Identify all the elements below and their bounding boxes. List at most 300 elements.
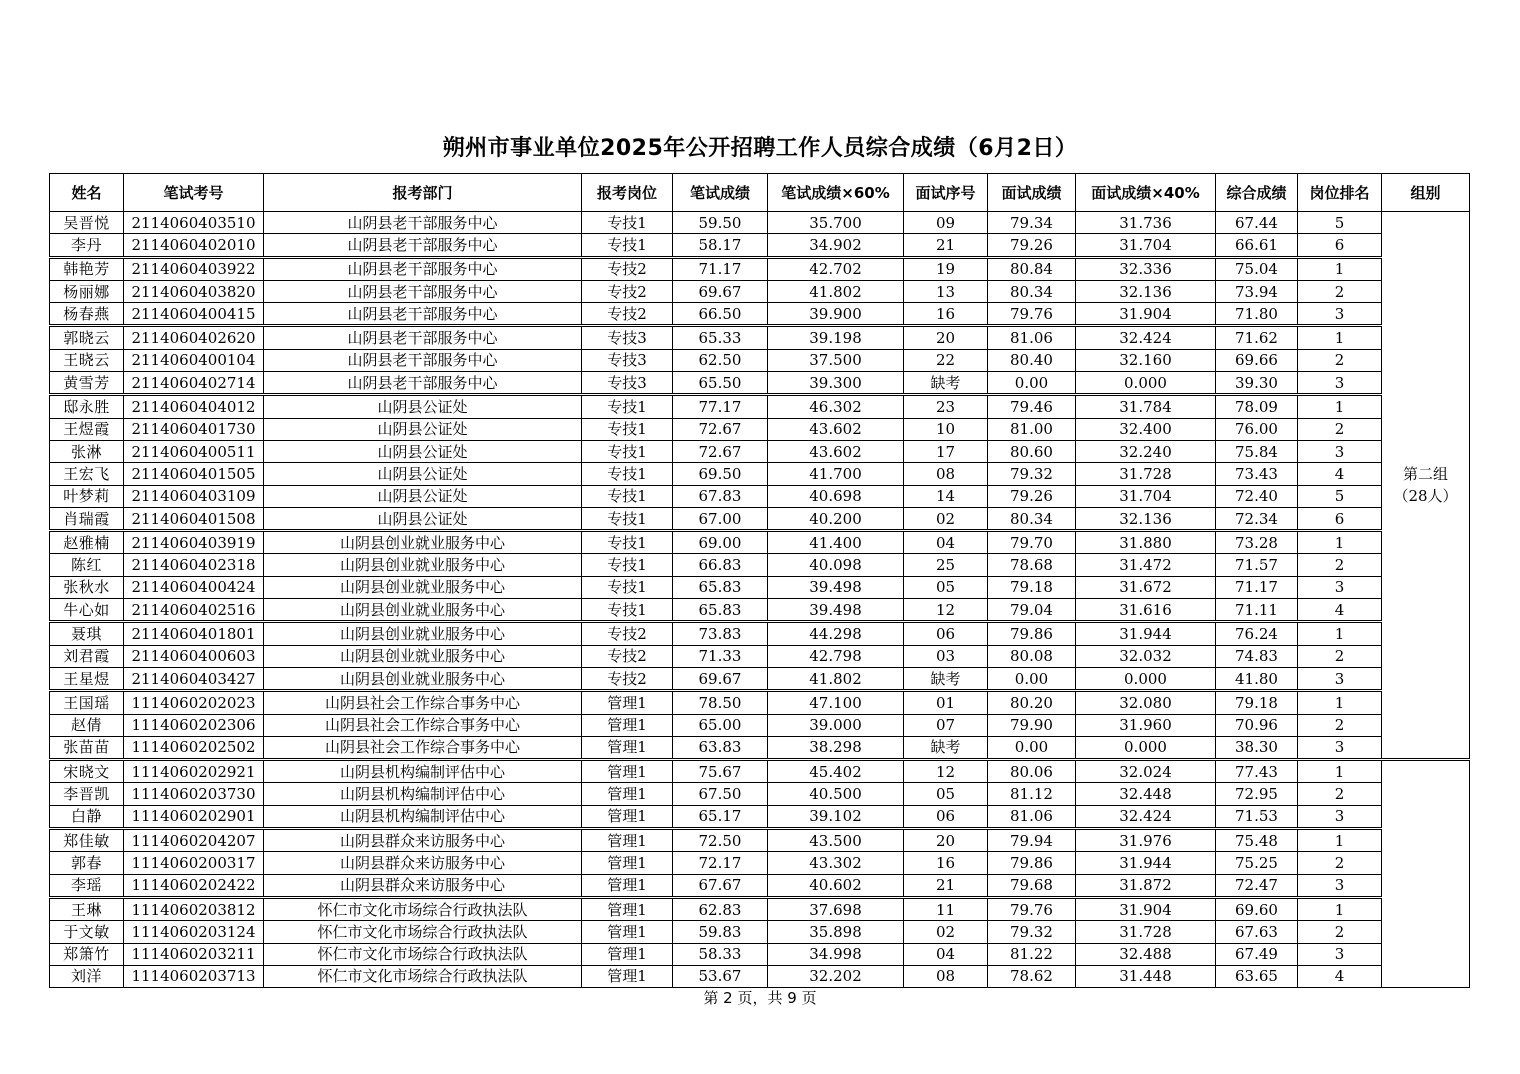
cell-rank: 5 xyxy=(1298,212,1382,234)
cell-rank: 3 xyxy=(1298,874,1382,897)
cell-department: 山阴县创业就业服务中心 xyxy=(264,554,582,576)
cell-total-score: 71.80 xyxy=(1216,303,1298,326)
cell-written-60: 39.000 xyxy=(768,714,904,736)
cell-position: 专技2 xyxy=(582,645,673,667)
cell-interview-40: 31.448 xyxy=(1076,965,1216,987)
cell-name: 李晋凯 xyxy=(50,783,124,805)
cell-position: 专技2 xyxy=(582,667,673,690)
cell-name: 韩艳芳 xyxy=(50,257,124,280)
cell-interview-score: 0.00 xyxy=(988,736,1076,759)
cell-department: 山阴县创业就业服务中心 xyxy=(264,667,582,690)
cell-exam-id: 2114060401801 xyxy=(124,622,264,645)
cell-exam-id: 2114060403922 xyxy=(124,257,264,280)
cell-written-score: 65.17 xyxy=(673,805,768,828)
cell-total-score: 76.24 xyxy=(1216,622,1298,645)
table-row xyxy=(50,943,1470,965)
cell-interview-no: 12 xyxy=(904,599,988,622)
cell-name: 叶梦莉 xyxy=(50,485,124,507)
cell-written-score: 73.83 xyxy=(673,622,768,645)
cell-written-score: 69.67 xyxy=(673,667,768,690)
cell-interview-score: 81.00 xyxy=(988,418,1076,440)
cell-rank: 1 xyxy=(1298,829,1382,852)
cell-exam-id: 1114060202023 xyxy=(124,691,264,714)
cell-written-score: 65.50 xyxy=(673,372,768,395)
cell-written-score: 72.17 xyxy=(673,852,768,874)
group-label-name: 第二组 xyxy=(1402,465,1448,484)
cell-department: 山阴县公证处 xyxy=(264,418,582,440)
cell-written-60: 32.202 xyxy=(768,965,904,987)
table-row xyxy=(50,418,1470,440)
cell-exam-id: 1114060203730 xyxy=(124,783,264,805)
results-body xyxy=(50,212,1470,988)
cell-name: 吴晋悦 xyxy=(50,212,124,234)
cell-interview-no: 09 xyxy=(904,212,988,234)
cell-interview-40: 32.240 xyxy=(1076,440,1216,462)
cell-total-score: 75.04 xyxy=(1216,257,1298,280)
cell-total-score: 39.30 xyxy=(1216,372,1298,395)
cell-interview-40: 31.704 xyxy=(1076,234,1216,257)
cell-name: 宋晓文 xyxy=(50,760,124,783)
cell-interview-40: 32.488 xyxy=(1076,943,1216,965)
cell-name: 王国瑶 xyxy=(50,691,124,714)
cell-rank: 3 xyxy=(1298,440,1382,462)
table-row xyxy=(50,485,1470,507)
cell-name: 肖瑞霞 xyxy=(50,507,124,530)
cell-interview-40: 31.904 xyxy=(1076,897,1216,920)
cell-interview-40: 32.136 xyxy=(1076,507,1216,530)
cell-department: 山阴县机构编制评估中心 xyxy=(264,805,582,828)
cell-interview-no: 06 xyxy=(904,805,988,828)
table-row xyxy=(50,212,1470,234)
cell-interview-score: 80.08 xyxy=(988,645,1076,667)
cell-department: 山阴县社会工作综合事务中心 xyxy=(264,714,582,736)
table-row xyxy=(50,921,1470,943)
cell-written-60: 40.602 xyxy=(768,874,904,897)
cell-rank: 1 xyxy=(1298,760,1382,783)
cell-written-60: 41.802 xyxy=(768,667,904,690)
cell-rank: 1 xyxy=(1298,531,1382,554)
cell-position: 管理1 xyxy=(582,736,673,759)
cell-name: 刘洋 xyxy=(50,965,124,987)
cell-interview-score: 81.06 xyxy=(988,805,1076,828)
cell-interview-40: 32.032 xyxy=(1076,645,1216,667)
cell-written-60: 34.902 xyxy=(768,234,904,257)
cell-interview-score: 81.22 xyxy=(988,943,1076,965)
table-row xyxy=(50,440,1470,462)
table-row xyxy=(50,897,1470,920)
cell-exam-id: 1114060202901 xyxy=(124,805,264,828)
cell-total-score: 41.80 xyxy=(1216,667,1298,690)
cell-interview-40: 32.424 xyxy=(1076,805,1216,828)
cell-total-score: 77.43 xyxy=(1216,760,1298,783)
cell-name: 王星煜 xyxy=(50,667,124,690)
cell-interview-no: 05 xyxy=(904,576,988,598)
cell-interview-40: 31.704 xyxy=(1076,485,1216,507)
cell-written-60: 40.698 xyxy=(768,485,904,507)
cell-written-60: 39.498 xyxy=(768,599,904,622)
cell-interview-score: 78.68 xyxy=(988,554,1076,576)
cell-department: 山阴县老干部服务中心 xyxy=(264,303,582,326)
cell-written-60: 35.700 xyxy=(768,212,904,234)
cell-interview-no: 25 xyxy=(904,554,988,576)
cell-department: 山阴县公证处 xyxy=(264,463,582,485)
cell-department: 山阴县公证处 xyxy=(264,440,582,462)
cell-interview-40: 32.448 xyxy=(1076,783,1216,805)
cell-position: 管理1 xyxy=(582,783,673,805)
cell-interview-40: 31.880 xyxy=(1076,531,1216,554)
cell-department: 山阴县社会工作综合事务中心 xyxy=(264,691,582,714)
cell-interview-score: 79.26 xyxy=(988,234,1076,257)
cell-rank: 6 xyxy=(1298,234,1382,257)
cell-interview-40: 31.728 xyxy=(1076,921,1216,943)
cell-interview-no: 01 xyxy=(904,691,988,714)
cell-exam-id: 2114060402714 xyxy=(124,372,264,395)
cell-interview-score: 79.86 xyxy=(988,852,1076,874)
cell-written-score: 65.00 xyxy=(673,714,768,736)
table-row xyxy=(50,829,1470,852)
cell-interview-40: 31.976 xyxy=(1076,829,1216,852)
cell-exam-id: 2114060402620 xyxy=(124,326,264,349)
cell-interview-no: 19 xyxy=(904,257,988,280)
cell-department: 山阴县创业就业服务中心 xyxy=(264,599,582,622)
cell-written-score: 65.83 xyxy=(673,576,768,598)
group-empty-cell xyxy=(1382,760,1470,988)
cell-written-60: 34.998 xyxy=(768,943,904,965)
cell-written-60: 39.900 xyxy=(768,303,904,326)
cell-interview-score: 80.40 xyxy=(988,349,1076,371)
cell-position: 管理1 xyxy=(582,874,673,897)
cell-position: 专技1 xyxy=(582,212,673,234)
cell-department: 山阴县机构编制评估中心 xyxy=(264,760,582,783)
cell-name: 王宏飞 xyxy=(50,463,124,485)
cell-interview-no: 16 xyxy=(904,303,988,326)
cell-interview-40: 31.960 xyxy=(1076,714,1216,736)
cell-interview-40: 31.616 xyxy=(1076,599,1216,622)
cell-interview-score: 79.76 xyxy=(988,303,1076,326)
cell-interview-40: 0.000 xyxy=(1076,736,1216,759)
cell-exam-id: 2114060404012 xyxy=(124,395,264,418)
cell-exam-id: 1114060202502 xyxy=(124,736,264,759)
cell-interview-no: 缺考 xyxy=(904,736,988,759)
cell-interview-no: 14 xyxy=(904,485,988,507)
cell-rank: 2 xyxy=(1298,783,1382,805)
col-header-name: 姓名 xyxy=(50,174,124,212)
cell-interview-score: 79.26 xyxy=(988,485,1076,507)
col-header-interview-score: 面试成绩 xyxy=(988,174,1076,212)
cell-written-60: 37.698 xyxy=(768,897,904,920)
cell-position: 管理1 xyxy=(582,921,673,943)
cell-interview-40: 32.400 xyxy=(1076,418,1216,440)
cell-department: 山阴县老干部服务中心 xyxy=(264,349,582,371)
cell-rank: 4 xyxy=(1298,965,1382,987)
cell-name: 王煜霞 xyxy=(50,418,124,440)
cell-written-score: 75.67 xyxy=(673,760,768,783)
cell-exam-id: 2114060400424 xyxy=(124,576,264,598)
cell-rank: 3 xyxy=(1298,736,1382,759)
cell-department: 山阴县群众来访服务中心 xyxy=(264,852,582,874)
cell-name: 白静 xyxy=(50,805,124,828)
cell-total-score: 76.00 xyxy=(1216,418,1298,440)
cell-name: 张秋水 xyxy=(50,576,124,598)
cell-written-60: 39.498 xyxy=(768,576,904,598)
table-row xyxy=(50,349,1470,371)
table-row xyxy=(50,691,1470,714)
cell-department: 山阴县创业就业服务中心 xyxy=(264,645,582,667)
page-title: 朔州市事业单位2025年公开招聘工作人员综合成绩（6月2日） xyxy=(442,136,1078,161)
cell-interview-40: 32.080 xyxy=(1076,691,1216,714)
table-row xyxy=(50,395,1470,418)
cell-position: 专技1 xyxy=(582,507,673,530)
cell-written-score: 71.17 xyxy=(673,257,768,280)
cell-interview-score: 81.06 xyxy=(988,326,1076,349)
cell-interview-score: 79.32 xyxy=(988,463,1076,485)
cell-exam-id: 2114060403427 xyxy=(124,667,264,690)
cell-department: 山阴县公证处 xyxy=(264,485,582,507)
cell-rank: 1 xyxy=(1298,691,1382,714)
cell-written-60: 40.500 xyxy=(768,783,904,805)
cell-total-score: 67.44 xyxy=(1216,212,1298,234)
cell-position: 专技1 xyxy=(582,463,673,485)
cell-exam-id: 2114060402516 xyxy=(124,599,264,622)
cell-department: 山阴县老干部服务中心 xyxy=(264,280,582,302)
cell-interview-score: 80.84 xyxy=(988,257,1076,280)
table-row xyxy=(50,463,1470,485)
cell-written-60: 43.302 xyxy=(768,852,904,874)
cell-written-60: 38.298 xyxy=(768,736,904,759)
cell-interview-score: 79.76 xyxy=(988,897,1076,920)
cell-position: 专技3 xyxy=(582,349,673,371)
cell-department: 山阴县公证处 xyxy=(264,507,582,530)
cell-interview-score: 81.12 xyxy=(988,783,1076,805)
cell-rank: 2 xyxy=(1298,280,1382,302)
cell-total-score: 38.30 xyxy=(1216,736,1298,759)
cell-interview-no: 05 xyxy=(904,783,988,805)
table-row xyxy=(50,874,1470,897)
cell-written-score: 53.67 xyxy=(673,965,768,987)
cell-interview-no: 缺考 xyxy=(904,372,988,395)
cell-written-score: 67.50 xyxy=(673,783,768,805)
cell-interview-40: 31.736 xyxy=(1076,212,1216,234)
cell-interview-score: 79.04 xyxy=(988,599,1076,622)
cell-exam-id: 2114060403109 xyxy=(124,485,264,507)
cell-department: 山阴县公证处 xyxy=(264,395,582,418)
cell-exam-id: 1114060202306 xyxy=(124,714,264,736)
cell-name: 邸永胜 xyxy=(50,395,124,418)
group-label-count: （28人） xyxy=(1393,487,1458,506)
cell-position: 专技1 xyxy=(582,234,673,257)
cell-total-score: 79.18 xyxy=(1216,691,1298,714)
cell-rank: 2 xyxy=(1298,921,1382,943)
cell-interview-40: 31.904 xyxy=(1076,303,1216,326)
cell-department: 怀仁市文化市场综合行政执法队 xyxy=(264,897,582,920)
cell-total-score: 71.62 xyxy=(1216,326,1298,349)
cell-total-score: 69.66 xyxy=(1216,349,1298,371)
table-row xyxy=(50,303,1470,326)
cell-position: 专技2 xyxy=(582,280,673,302)
cell-rank: 2 xyxy=(1298,645,1382,667)
cell-position: 管理1 xyxy=(582,943,673,965)
col-header-rank: 岗位排名 xyxy=(1298,174,1382,212)
cell-interview-no: 04 xyxy=(904,531,988,554)
col-header-exam-id: 笔试考号 xyxy=(124,174,264,212)
cell-rank: 6 xyxy=(1298,507,1382,530)
cell-rank: 2 xyxy=(1298,349,1382,371)
table-row xyxy=(50,576,1470,598)
cell-interview-no: 07 xyxy=(904,714,988,736)
cell-interview-40: 31.944 xyxy=(1076,852,1216,874)
cell-department: 山阴县社会工作综合事务中心 xyxy=(264,736,582,759)
cell-rank: 1 xyxy=(1298,897,1382,920)
cell-department: 山阴县机构编制评估中心 xyxy=(264,783,582,805)
table-row xyxy=(50,783,1470,805)
cell-position: 专技1 xyxy=(582,485,673,507)
cell-interview-score: 0.00 xyxy=(988,372,1076,395)
cell-total-score: 73.94 xyxy=(1216,280,1298,302)
cell-department: 山阴县老干部服务中心 xyxy=(264,212,582,234)
table-row xyxy=(50,667,1470,690)
cell-interview-no: 16 xyxy=(904,852,988,874)
cell-interview-40: 31.872 xyxy=(1076,874,1216,897)
cell-position: 专技2 xyxy=(582,622,673,645)
cell-position: 管理1 xyxy=(582,714,673,736)
cell-rank: 5 xyxy=(1298,485,1382,507)
cell-department: 山阴县创业就业服务中心 xyxy=(264,622,582,645)
cell-written-60: 43.500 xyxy=(768,829,904,852)
cell-position: 专技3 xyxy=(582,372,673,395)
cell-department: 山阴县群众来访服务中心 xyxy=(264,874,582,897)
cell-interview-no: 20 xyxy=(904,326,988,349)
cell-exam-id: 2114060403510 xyxy=(124,212,264,234)
cell-interview-no: 10 xyxy=(904,418,988,440)
cell-rank: 3 xyxy=(1298,805,1382,828)
cell-interview-no: 12 xyxy=(904,760,988,783)
cell-written-60: 35.898 xyxy=(768,921,904,943)
cell-department: 怀仁市文化市场综合行政执法队 xyxy=(264,943,582,965)
cell-written-score: 58.17 xyxy=(673,234,768,257)
cell-interview-no: 22 xyxy=(904,349,988,371)
cell-exam-id: 2114060403919 xyxy=(124,531,264,554)
cell-interview-score: 79.32 xyxy=(988,921,1076,943)
cell-written-score: 72.50 xyxy=(673,829,768,852)
cell-total-score: 74.83 xyxy=(1216,645,1298,667)
cell-exam-id: 1114060203211 xyxy=(124,943,264,965)
cell-name: 于文敏 xyxy=(50,921,124,943)
col-header-total-score: 综合成绩 xyxy=(1216,174,1298,212)
cell-position: 管理1 xyxy=(582,760,673,783)
cell-interview-no: 缺考 xyxy=(904,667,988,690)
table-row xyxy=(50,372,1470,395)
cell-written-60: 39.102 xyxy=(768,805,904,828)
cell-name: 杨丽娜 xyxy=(50,280,124,302)
cell-interview-40: 0.000 xyxy=(1076,667,1216,690)
cell-rank: 3 xyxy=(1298,943,1382,965)
cell-interview-no: 02 xyxy=(904,507,988,530)
col-header-interview-40: 面试成绩×40% xyxy=(1076,174,1216,212)
cell-position: 专技1 xyxy=(582,395,673,418)
cell-name: 牛心如 xyxy=(50,599,124,622)
cell-total-score: 75.25 xyxy=(1216,852,1298,874)
cell-interview-40: 31.728 xyxy=(1076,463,1216,485)
table-row xyxy=(50,554,1470,576)
cell-written-60: 42.702 xyxy=(768,257,904,280)
cell-rank: 4 xyxy=(1298,599,1382,622)
cell-name: 聂琪 xyxy=(50,622,124,645)
cell-position: 管理1 xyxy=(582,852,673,874)
cell-total-score: 72.34 xyxy=(1216,507,1298,530)
cell-interview-no: 17 xyxy=(904,440,988,462)
cell-interview-score: 79.86 xyxy=(988,622,1076,645)
cell-written-60: 37.500 xyxy=(768,349,904,371)
cell-interview-no: 21 xyxy=(904,234,988,257)
cell-department: 山阴县老干部服务中心 xyxy=(264,257,582,280)
cell-written-60: 43.602 xyxy=(768,440,904,462)
cell-total-score: 72.40 xyxy=(1216,485,1298,507)
cell-rank: 4 xyxy=(1298,463,1382,485)
cell-written-60: 41.802 xyxy=(768,280,904,302)
table-row xyxy=(50,257,1470,280)
cell-department: 山阴县老干部服务中心 xyxy=(264,326,582,349)
group-label-cell xyxy=(1382,212,1470,760)
cell-rank: 1 xyxy=(1298,395,1382,418)
cell-interview-score: 80.06 xyxy=(988,760,1076,783)
cell-written-60: 43.602 xyxy=(768,418,904,440)
cell-interview-score: 78.62 xyxy=(988,965,1076,987)
cell-rank: 2 xyxy=(1298,418,1382,440)
page-footer: 第 2 页，共 9 页 xyxy=(703,989,817,1007)
cell-interview-no: 02 xyxy=(904,921,988,943)
cell-interview-no: 20 xyxy=(904,829,988,852)
cell-position: 专技1 xyxy=(582,576,673,598)
cell-written-score: 65.83 xyxy=(673,599,768,622)
cell-interview-score: 79.68 xyxy=(988,874,1076,897)
cell-rank: 3 xyxy=(1298,576,1382,598)
cell-total-score: 73.43 xyxy=(1216,463,1298,485)
cell-interview-score: 79.90 xyxy=(988,714,1076,736)
cell-name: 张苗苗 xyxy=(50,736,124,759)
cell-department: 山阴县群众来访服务中心 xyxy=(264,829,582,852)
cell-written-score: 67.00 xyxy=(673,507,768,530)
cell-total-score: 67.49 xyxy=(1216,943,1298,965)
cell-rank: 2 xyxy=(1298,554,1382,576)
cell-interview-score: 79.94 xyxy=(988,829,1076,852)
cell-rank: 1 xyxy=(1298,622,1382,645)
cell-interview-no: 08 xyxy=(904,463,988,485)
cell-interview-no: 21 xyxy=(904,874,988,897)
cell-exam-id: 2114060401730 xyxy=(124,418,264,440)
cell-name: 郑佳敏 xyxy=(50,829,124,852)
cell-total-score: 75.84 xyxy=(1216,440,1298,462)
cell-written-score: 69.67 xyxy=(673,280,768,302)
cell-exam-id: 2114060401508 xyxy=(124,507,264,530)
cell-rank: 1 xyxy=(1298,257,1382,280)
cell-written-60: 42.798 xyxy=(768,645,904,667)
cell-written-score: 72.67 xyxy=(673,418,768,440)
cell-written-60: 40.098 xyxy=(768,554,904,576)
cell-exam-id: 2114060402010 xyxy=(124,234,264,257)
cell-interview-score: 80.60 xyxy=(988,440,1076,462)
header-row xyxy=(50,174,1470,212)
cell-written-score: 72.67 xyxy=(673,440,768,462)
cell-written-score: 58.33 xyxy=(673,943,768,965)
cell-interview-40: 32.024 xyxy=(1076,760,1216,783)
cell-interview-no: 08 xyxy=(904,965,988,987)
cell-name: 杨春燕 xyxy=(50,303,124,326)
cell-interview-40: 32.136 xyxy=(1076,280,1216,302)
table-row xyxy=(50,326,1470,349)
cell-interview-40: 31.944 xyxy=(1076,622,1216,645)
cell-interview-no: 13 xyxy=(904,280,988,302)
cell-exam-id: 1114060202422 xyxy=(124,874,264,897)
